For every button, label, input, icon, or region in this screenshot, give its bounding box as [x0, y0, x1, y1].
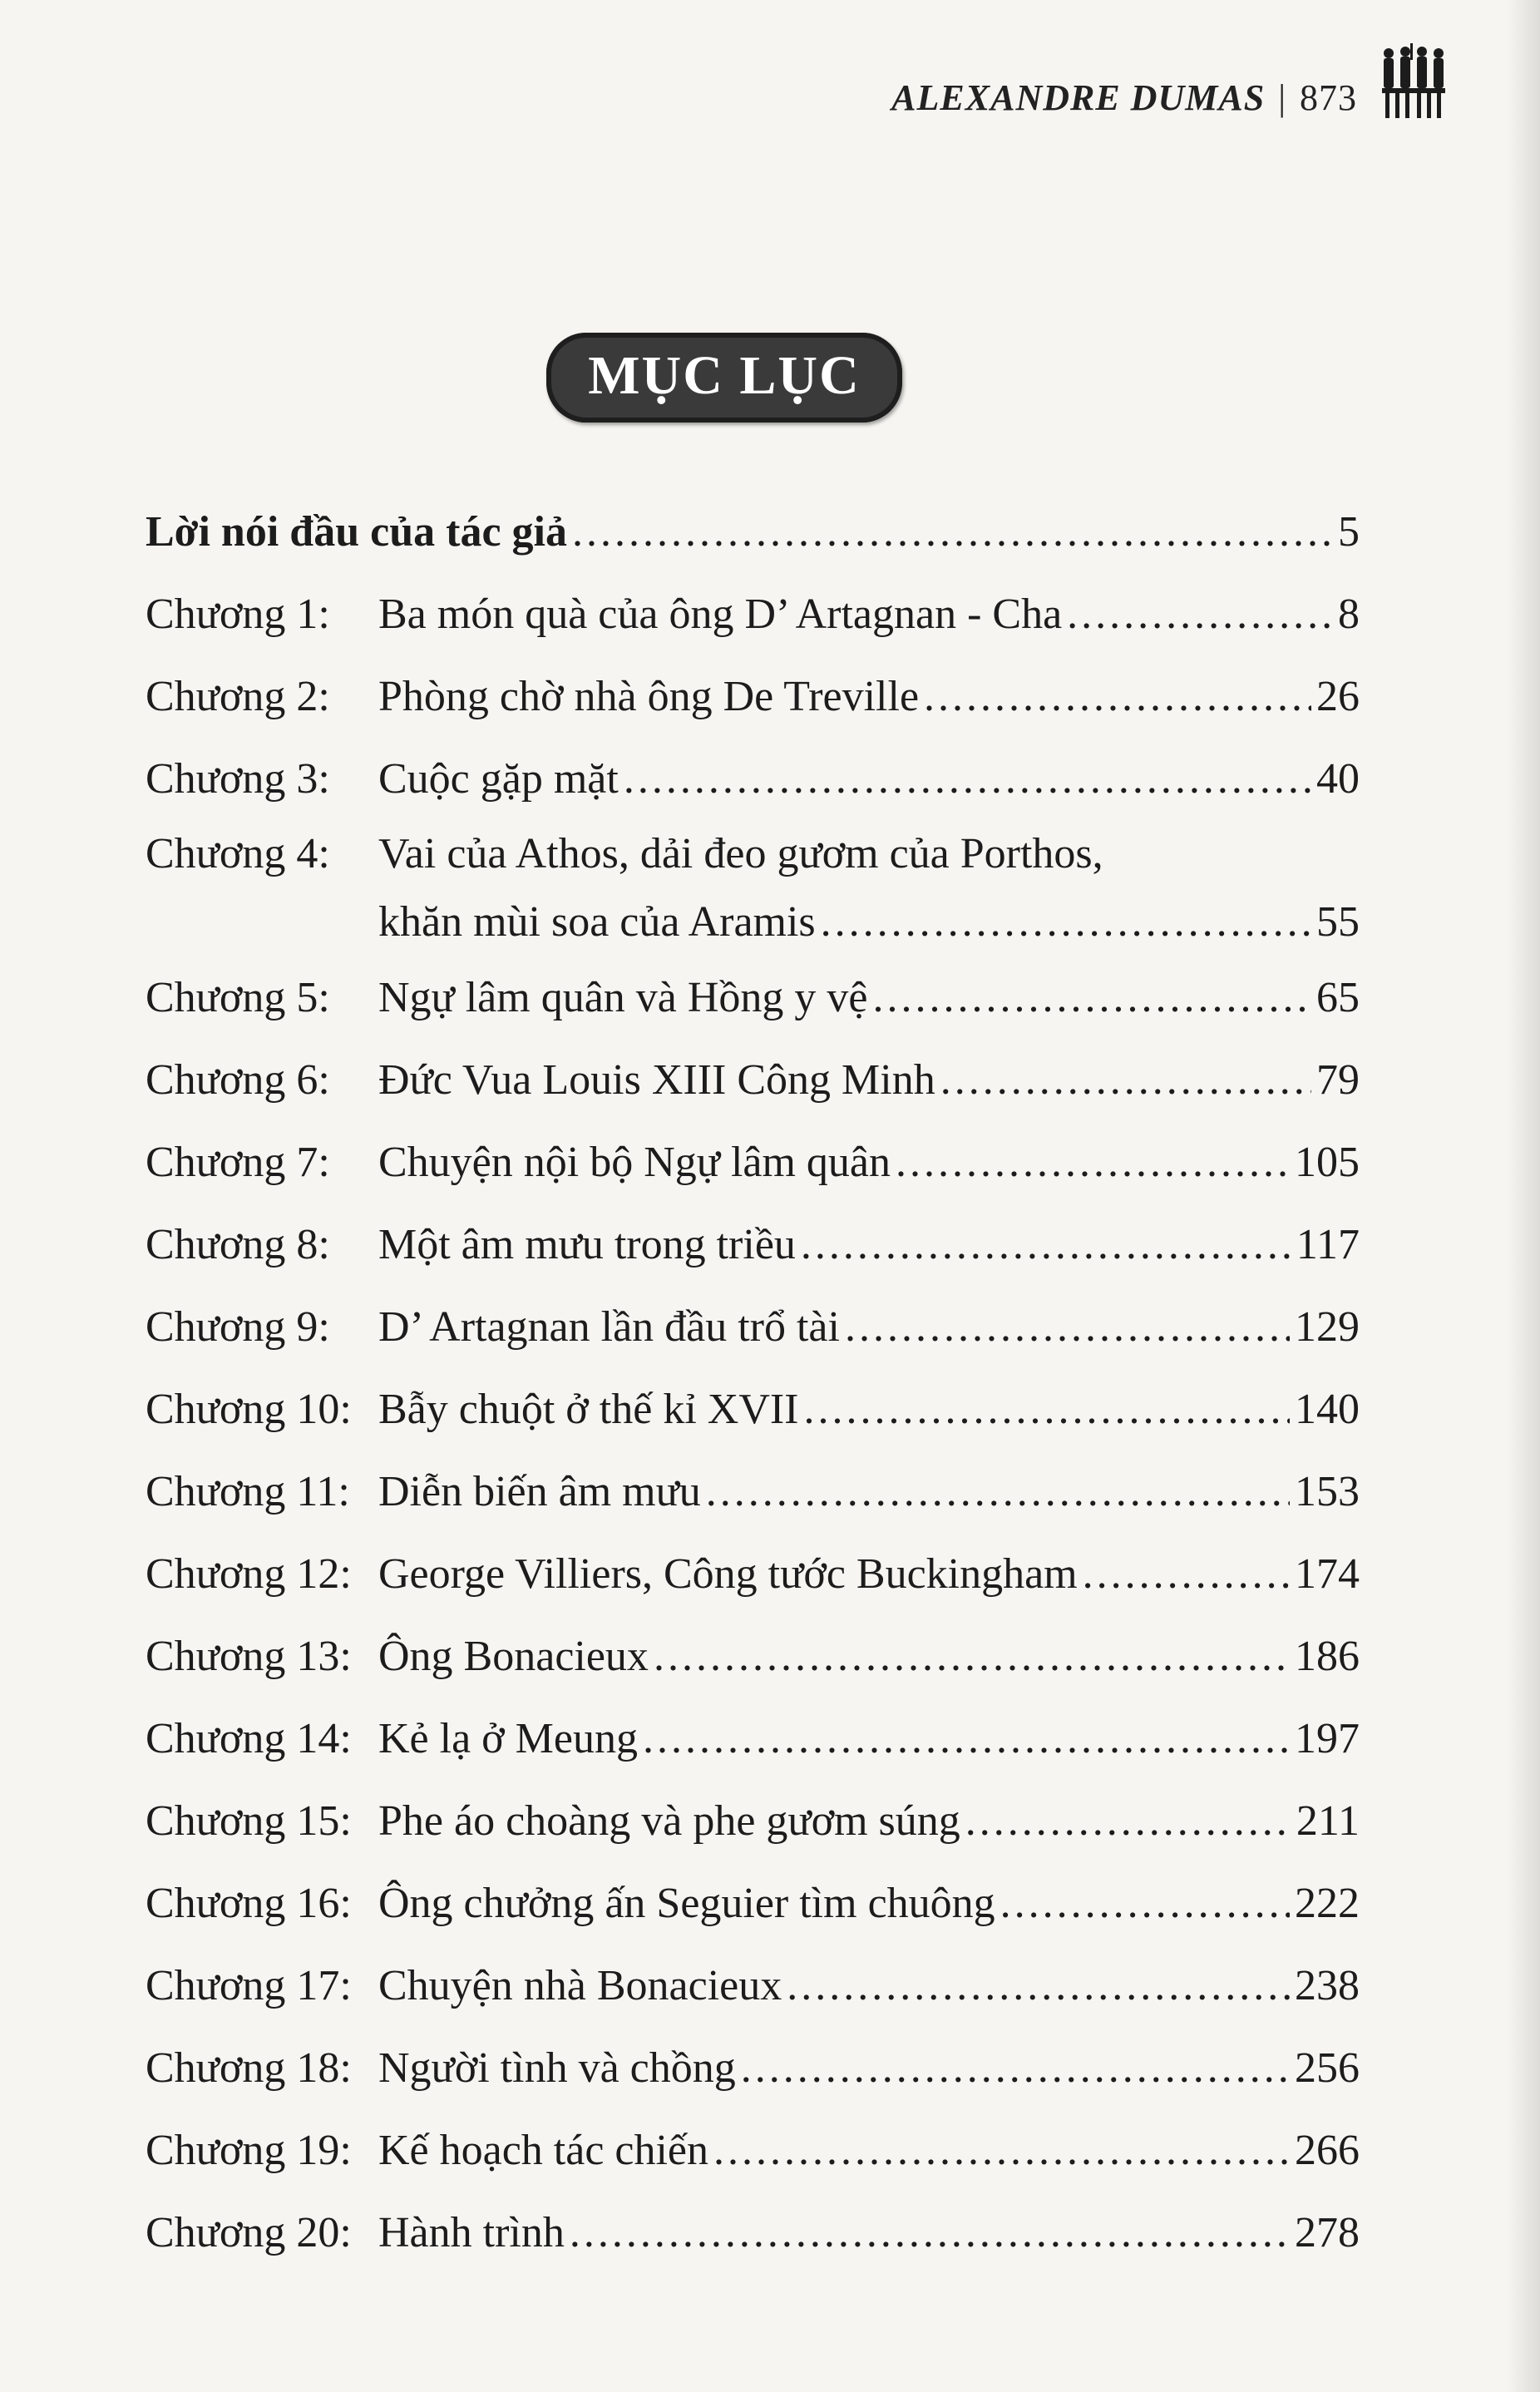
toc-title: MỤC LỤC: [546, 333, 901, 423]
toc-entry-title: Vai của Athos, dải đeo gươm của Porthos,: [378, 830, 1103, 877]
toc-entry-title: Phòng chờ nhà ông De Treville: [378, 673, 920, 720]
toc-entry-title: Kẻ lạ ở Meung: [378, 1715, 638, 1762]
toc-entry-label: Chương 16:: [146, 1880, 352, 1927]
toc-entry-title: Phe áo choàng và phe gươm súng: [378, 1797, 960, 1845]
dot-leader: [801, 1203, 1291, 1286]
toc-entry-label: Chương 19:: [146, 2127, 352, 2174]
toc-entry-page: 40: [1316, 755, 1360, 803]
toc-entry-label: Chương 17:: [146, 1962, 352, 2009]
dot-leader: [572, 491, 1333, 573]
toc-entry-chapter-2[interactable]: [146, 655, 1360, 738]
toc-entry-title: Ông chưởng ấn Seguier tìm chuông: [378, 1880, 995, 1927]
toc-entry-label: Chương 14:: [146, 1715, 352, 1762]
toc-entry-page: 256: [1295, 2044, 1360, 2092]
toc-entry-page: 65: [1316, 974, 1360, 1021]
dot-leader: [873, 956, 1311, 1039]
dot-leader: [624, 738, 1311, 820]
toc-entry-page: 5: [1338, 508, 1360, 556]
toc-entry-page: 153: [1295, 1468, 1360, 1515]
toc-entry-label: Chương 18:: [146, 2044, 352, 2092]
toc-entry-title: Lời nói đầu của tác giả: [146, 508, 567, 556]
toc-entry-page: 238: [1295, 1962, 1360, 2009]
toc-entry-chapter-19[interactable]: [146, 2109, 1360, 2192]
dot-leader: [845, 1286, 1290, 1368]
toc-entry-chapter-1[interactable]: [146, 573, 1360, 655]
toc-entry-page: 8: [1338, 591, 1360, 638]
toc-entry-chapter-7[interactable]: [146, 1121, 1360, 1203]
toc-entry-chapter-17[interactable]: [146, 1945, 1360, 2027]
toc-entry-chapter-5[interactable]: [146, 956, 1360, 1039]
header-author: ALEXANDRE DUMAS: [891, 77, 1266, 118]
toc-entry-page: 105: [1295, 1139, 1360, 1186]
toc-entry-title: Chuyện nội bộ Ngự lâm quân: [378, 1139, 891, 1186]
toc-title-container: [0, 333, 1540, 423]
dot-leader: [787, 1945, 1290, 2027]
toc-entry-title: Ông Bonacieux: [378, 1633, 649, 1680]
toc-entry-title: Ngự lâm quân và Hồng y vệ: [378, 974, 868, 1021]
toc-entry-title-continued: khăn mùi soa của Aramis: [378, 898, 816, 946]
toc-entry-label: Chương 6:: [146, 1056, 330, 1104]
toc-entry-label: Chương 9:: [146, 1303, 330, 1351]
toc-entry-chapter-14[interactable]: [146, 1698, 1360, 1780]
toc-entry-title: George Villiers, Công tước Buckingham: [378, 1550, 1078, 1598]
toc-entry-page: 186: [1295, 1633, 1360, 1680]
dot-leader: [965, 1780, 1291, 1862]
toc-entry-label: Chương 13:: [146, 1633, 352, 1680]
toc-entry-title: Hành trình: [378, 2209, 565, 2256]
toc-entry-label: Chương 3:: [146, 755, 330, 803]
toc-entry-page: 26: [1316, 673, 1360, 720]
toc-entry-chapter-9[interactable]: [146, 1286, 1360, 1368]
toc-entry-label: Chương 4:: [146, 830, 330, 877]
toc-entry-chapter-6[interactable]: [146, 1039, 1360, 1121]
toc-entry-title: Bẫy chuột ở thế kỉ XVII: [378, 1386, 799, 1433]
toc-entry-title: Cuộc gặp mặt: [378, 755, 619, 803]
toc-entry-label: Chương 15:: [146, 1797, 352, 1845]
toc-entry-label: Chương 11:: [146, 1468, 350, 1515]
dot-leader: [643, 1698, 1290, 1780]
toc-entry-page: 266: [1295, 2127, 1360, 2174]
toc-entry-chapter-3[interactable]: [146, 738, 1360, 820]
toc-entry-title: Người tình và chồng: [378, 2044, 736, 2092]
toc-entry-page: 55: [1316, 898, 1360, 946]
toc-entry-label: Chương 8:: [146, 1221, 330, 1268]
dot-leader: [706, 1451, 1290, 1533]
toc-entry-chapter-4-continued[interactable]: [146, 888, 1360, 956]
toc-entry-label: Chương 2:: [146, 673, 330, 720]
toc-entry-title: D’ Artagnan lần đầu trổ tài: [378, 1303, 840, 1351]
dot-leader: [821, 888, 1311, 956]
toc-entry-title: Chuyện nhà Bonacieux: [378, 1962, 782, 2009]
toc-entry-page: 278: [1295, 2209, 1360, 2256]
toc-entry-page: 79: [1316, 1056, 1360, 1104]
toc-entry-title: Một âm mưu trong triều: [378, 1221, 796, 1268]
toc-entry-chapter-20[interactable]: [146, 2192, 1360, 2274]
toc-entry-chapter-4[interactable]: [146, 820, 1360, 888]
toc-entry-label: Chương 5:: [146, 974, 330, 1021]
dot-leader: [1067, 573, 1333, 655]
toc-entry-page: 140: [1295, 1386, 1360, 1433]
dot-leader: [654, 1615, 1290, 1698]
header-separator: |: [1278, 77, 1286, 118]
toc-entry-title: Diễn biến âm mưu: [378, 1468, 701, 1515]
dot-leader: [896, 1121, 1290, 1203]
dot-leader: [940, 1039, 1311, 1121]
toc-entry-label: Chương 1:: [146, 591, 330, 638]
toc-entry-chapter-8[interactable]: [146, 1203, 1360, 1286]
running-header: [891, 77, 1357, 119]
toc-entry-chapter-10[interactable]: [146, 1368, 1360, 1451]
dot-leader: [1083, 1533, 1290, 1615]
toc-entry-label: Chương 10:: [146, 1386, 352, 1433]
toc-entry-label: Chương 20:: [146, 2209, 352, 2256]
dot-leader: [1000, 1862, 1290, 1945]
toc-entry-label: Chương 12:: [146, 1550, 352, 1598]
toc-entry-chapter-15[interactable]: [146, 1780, 1360, 1862]
toc-entry-page: 174: [1295, 1550, 1360, 1598]
toc-entry-page: 197: [1295, 1715, 1360, 1762]
toc-entry-chapter-16[interactable]: [146, 1862, 1360, 1945]
toc-entry-chapter-13[interactable]: [146, 1615, 1360, 1698]
dot-leader: [570, 2192, 1290, 2274]
toc-entry-page: 211: [1296, 1797, 1360, 1845]
musketeers-emblem-icon: [1377, 43, 1449, 123]
dot-leader: [741, 2027, 1290, 2109]
toc-entry-chapter-11[interactable]: [146, 1451, 1360, 1533]
toc-entry-chapter-18[interactable]: [146, 2027, 1360, 2109]
toc-entry-title: Đức Vua Louis XIII Công Minh: [378, 1056, 935, 1104]
toc-entry-preface[interactable]: [146, 491, 1360, 573]
toc-entry-label: Chương 7:: [146, 1139, 330, 1186]
header-page-number: 873: [1300, 77, 1357, 118]
dot-leader: [804, 1368, 1290, 1451]
dot-leader: [924, 655, 1311, 738]
toc-entry-page: 129: [1295, 1303, 1360, 1351]
dot-leader: [713, 2109, 1290, 2192]
table-of-contents: [146, 491, 1360, 2274]
toc-entry-title: Kế hoạch tác chiến: [378, 2127, 709, 2174]
toc-entry-page: 117: [1296, 1221, 1360, 1268]
toc-entry-chapter-12[interactable]: [146, 1533, 1360, 1615]
toc-entry-page: 222: [1295, 1880, 1360, 1927]
toc-entry-title: Ba món quà của ông D’ Artagnan - Cha: [378, 591, 1063, 638]
